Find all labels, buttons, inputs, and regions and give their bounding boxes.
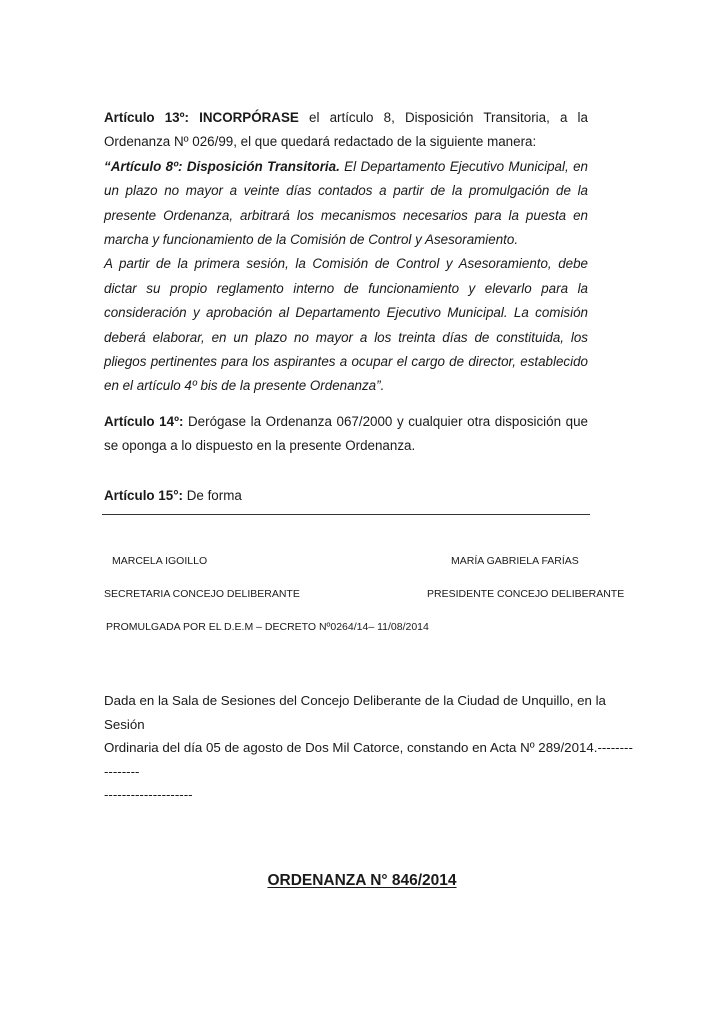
ordinance-title	[0, 872, 724, 890]
article-13-intro: el artículo 8, Disposición Transitoria, a la Ordenanza Nº 026/99, el que quedará redactado de la siguiente manera:	[104, 110, 588, 150]
separator-line	[102, 514, 590, 515]
quoted-article-8-paragraph-1: El Departamento Ejecutivo Municipal, en un plazo no mayor a veinte días contados a partir de la promulgación de la presente Ordenanza, arbitrará los mecanismos necesarios para la puesta en marcha y funcionamiento de la Comisión de Control y Asesoramiento.	[104, 158, 588, 248]
article-14-heading: Artículo 14º:	[104, 414, 184, 429]
article-14-text: Derógase la Ordenanza 067/2000 y cualquier otra disposición que se oponga a lo dispuesto en la presente Ordenanza.	[104, 414, 588, 454]
promulgation-note: PROMULGADA POR EL D.E.M – DECRETO Nº0264/14– 11/08/2014	[106, 621, 429, 633]
article-14	[104, 410, 588, 459]
quoted-article-8-paragraph-2: A partir de la primera sesión, la Comisión de Control y Asesoramiento, debe dictar su propio reglamento interno de funcionamiento y elevarlo para la consideración y aprobación al Departamento Ejecutivo Municipal. La comisión deberá elaborar, en un plazo no mayor a los treinta días de constituida, los pliegos pertinentes para los aspirantes a ocupar el cargo de director, establecido en el artículo 4º bis de la presente Ordenanza”.	[104, 256, 588, 394]
closing-line-3: --------------------	[104, 787, 193, 802]
secretary-role: SECRETARIA CONCEJO DELIBERANTE	[104, 588, 300, 600]
article-15	[104, 484, 588, 508]
article-13-heading: Artículo 13º:	[104, 110, 189, 125]
article-15-heading: Artículo 15°:	[104, 488, 184, 503]
secretary-name: MARCELA IGOILLO	[112, 555, 208, 567]
president-role: PRESIDENTE CONCEJO DELIBERANTE	[427, 588, 625, 600]
ordinance-title-text: ORDENANZA N° 846/2014	[267, 872, 457, 889]
article-13-keyword: INCORPÓRASE	[199, 110, 299, 125]
article-13	[104, 106, 588, 399]
closing-line-2: Ordinaria del día 05 de agosto de Dos Mil Catorce, constando en Acta Nº 289/2014.----------------	[104, 740, 633, 779]
article-15-text: De forma	[183, 488, 242, 503]
closing-paragraph	[104, 689, 634, 807]
closing-line-1: Dada en la Sala de Sesiones del Concejo Deliberante de la Ciudad de Unquillo, en la Sesión	[104, 693, 606, 732]
president-name: MARÍA GABRIELA FARÍAS	[451, 555, 579, 567]
quoted-article-8-heading: “Artículo 8º: Disposición Transitoria.	[104, 158, 340, 174]
